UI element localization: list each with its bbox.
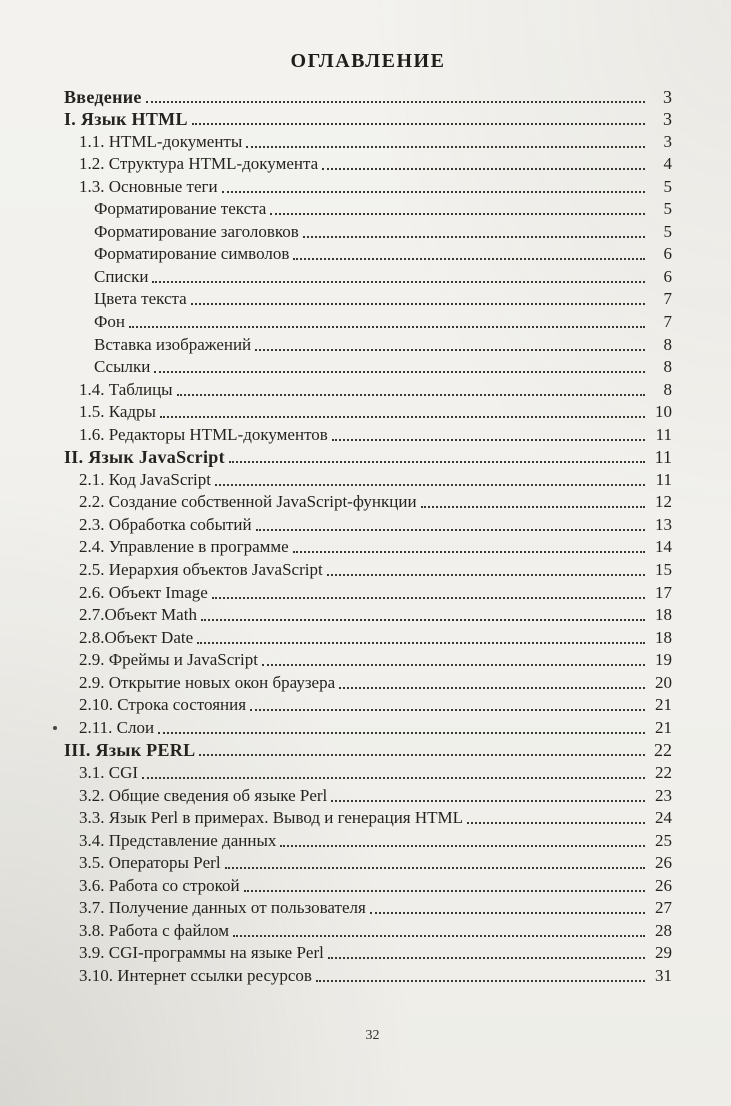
toc-entry-label: 2.6. Объект Image [79,582,208,602]
toc-entry-label: Вставка изображений [94,334,252,354]
toc-entry-page: 4 [663,154,672,174]
toc-entry [64,941,672,964]
toc-entry-label: 2.4. Управление в программе [79,537,289,557]
toc-entry-label: 2.8.Объект Date [79,627,194,647]
toc-entry-page: 11 [654,447,672,468]
toc-entry [64,242,672,265]
toc-entry [64,174,672,197]
dot-leader [222,191,645,193]
toc-entry-label: Списки [94,266,149,286]
toc-entry-label: Форматирование текста [94,199,267,219]
toc-entry [64,422,672,445]
toc-entry-label: 2.3. Обработка событий [79,514,252,534]
dot-leader [233,935,645,937]
toc-entry-page: 11 [655,469,672,489]
dot-leader [322,168,645,170]
toc-entry-label: Форматирование заголовков [94,221,299,241]
toc-entry-label: 3.2. Общие сведения об языке Perl [79,785,328,805]
toc-entry [64,557,672,580]
dot-leader [154,371,645,373]
toc-entry [64,670,672,693]
toc-entry [64,963,672,986]
toc-entry-page: 8 [663,379,672,399]
toc-entry [64,152,672,175]
dot-leader [255,349,645,351]
toc-entry-label: Форматирование символов [94,244,290,264]
toc-entry-label: I. Язык HTML [64,109,188,130]
toc-entry-page: 15 [655,560,672,580]
toc-entry-page: 14 [655,537,672,557]
dot-leader [303,236,645,238]
toc-entry-page: 8 [663,357,672,377]
toc-entry-page: 18 [655,627,672,647]
toc-entry [64,715,672,738]
toc-entry-page: 12 [655,492,672,512]
dot-leader [244,890,645,892]
toc-entry [64,806,672,829]
dot-leader [339,687,645,689]
dot-leader [212,597,645,599]
toc-entry [64,377,672,400]
toc-entry [64,828,672,851]
dot-leader [293,551,645,553]
toc-entry-label: 3.1. CGI [79,762,139,782]
toc-entry [64,760,672,783]
toc-entry [64,129,672,152]
toc-entry [64,219,672,242]
toc-entry-label: III. Язык PERL [64,740,196,761]
toc-entry [64,332,672,355]
toc-entry [64,197,672,220]
toc-entry-label: 3.7. Получение данных от пользователя [79,898,366,918]
toc-entry [64,873,672,896]
toc-entry-label: Цвета текста [94,289,187,309]
toc-list [64,84,672,986]
footer-page-number: 32 [365,1028,380,1043]
dot-leader [192,123,645,125]
toc-entry-label: 3.10. Интернет ссылки ресурсов [79,965,312,985]
dot-leader [332,439,645,441]
toc-entry-page: 10 [655,402,672,422]
toc-entry [64,783,672,806]
dot-leader [327,574,645,576]
toc-entry-label: 3.8. Работа с файлом [79,920,229,940]
toc-entry-label: 1.6. Редакторы HTML-документов [79,424,328,444]
toc-entry-label: 1.4. Таблицы [79,379,173,399]
toc-entry [64,648,672,671]
dot-leader [246,146,645,148]
toc-entry-page: 25 [655,830,672,850]
dot-leader [270,213,645,215]
toc-entry-page: 13 [655,514,672,534]
dot-leader [225,867,645,869]
toc-entry [64,107,672,130]
toc-entry-page: 5 [663,176,672,196]
toc-entry-label: 2.1. Код JavaScript [79,469,211,489]
dot-leader [199,754,645,756]
toc-entry [64,355,672,378]
toc-entry-label: 2.9. Фреймы и JavaScript [79,650,258,670]
toc-entry-label: 1.1. HTML-документы [79,131,243,151]
toc-entry-label: 3.4. Представление данных [79,830,277,850]
toc-entry [64,445,672,468]
toc-entry-page: 6 [663,244,672,264]
dot-leader [201,619,645,621]
toc-entry [64,580,672,603]
toc-entry-page: 7 [663,312,672,332]
toc-entry [64,896,672,919]
dot-leader [191,303,645,305]
toc-entry [64,309,672,332]
toc-entry-label: Фон [94,312,126,332]
dot-leader [160,416,645,418]
toc-entry-page: 22 [655,762,672,782]
dot-leader [158,732,645,734]
toc-entry-page: 27 [655,898,672,918]
dot-leader [250,709,645,711]
toc-entry-page: 28 [655,920,672,940]
toc-entry-page: 20 [655,672,672,692]
dot-leader [316,980,645,982]
toc-entry-label: II. Язык JavaScript [64,447,225,468]
toc-entry [64,625,672,648]
toc-entry-label: 1.3. Основные теги [79,176,218,196]
toc-entry-page: 17 [655,582,672,602]
dot-leader [280,845,645,847]
dot-leader [421,506,645,508]
toc-entry-page: 18 [655,605,672,625]
dot-leader [328,957,645,959]
toc-entry [64,693,672,716]
toc-entry-page: 21 [655,717,672,737]
toc-entry-page: 3 [663,86,672,107]
scan-speck [53,726,57,730]
dot-leader [262,664,645,666]
toc-entry-label: 2.11. Слои [79,717,155,737]
toc-entry-label: 3.6. Работа со строкой [79,875,240,895]
toc-entry [64,535,672,558]
toc-entry-page: 29 [655,943,672,963]
toc-entry-page: 23 [655,785,672,805]
toc-entry-label: Введение [64,86,142,107]
dot-leader [331,800,645,802]
dot-leader [215,484,645,486]
toc-entry-page: 26 [655,853,672,873]
toc-entry-page: 21 [655,695,672,715]
toc-entry-page: 22 [654,740,672,761]
toc-entry-page: 3 [663,109,672,130]
dot-leader [467,822,645,824]
dot-leader [370,912,645,914]
dot-leader [152,281,645,283]
toc-entry-page: 5 [663,221,672,241]
toc-entry-page: 26 [655,875,672,895]
toc-entry-label: 3.5. Операторы Perl [79,853,221,873]
dot-leader [129,326,645,328]
toc-entry-page: 24 [655,808,672,828]
dot-leader [197,642,645,644]
toc-entry [64,851,672,874]
toc-entry-page: 7 [663,289,672,309]
toc-entry-page: 11 [655,424,672,444]
toc-entry [64,84,672,107]
toc-entry-label: 2.2. Создание собственной JavaScript-функции [79,492,417,512]
dot-leader [256,529,645,531]
toc-entry-label: 2.9. Открытие новых окон браузера [79,672,336,692]
toc-entry [64,400,672,423]
toc-entry [64,918,672,941]
toc-entry [64,490,672,513]
toc-entry [64,467,672,490]
dot-leader [177,394,645,396]
toc-entry-label: 2.7.Объект Math [79,605,197,625]
toc-entry-label: 2.10. Строка состояния [79,695,247,715]
dot-leader [229,461,645,463]
toc-entry-page: 3 [663,131,672,151]
toc-entry-page: 5 [663,199,672,219]
dot-leader [142,777,645,779]
toc-entry [64,287,672,310]
toc-entry-label: 1.2. Структура HTML-документа [79,154,319,174]
toc-entry [64,603,672,626]
toc-entry [64,512,672,535]
toc-entry [64,264,672,287]
toc-entry-label: 3.9. CGI-программы на языке Perl [79,943,324,963]
toc-entry-page: 8 [663,334,672,354]
dot-leader [146,101,645,103]
toc-entry-label: Ссылки [94,357,151,377]
toc-entry [64,738,672,761]
toc-entry-page: 19 [655,650,672,670]
toc-entry-label: 1.5. Кадры [79,402,156,422]
toc-entry-page: 6 [663,266,672,286]
toc-entry-page: 31 [655,965,672,985]
toc-entry-label: 3.3. Язык Perl в примерах. Вывод и генерация HTML [79,808,464,828]
toc-entry-label: 2.5. Иерархия объектов JavaScript [79,560,323,580]
page-title: ОГЛАВЛЕНИЕ [290,50,446,72]
dot-leader [293,258,645,260]
